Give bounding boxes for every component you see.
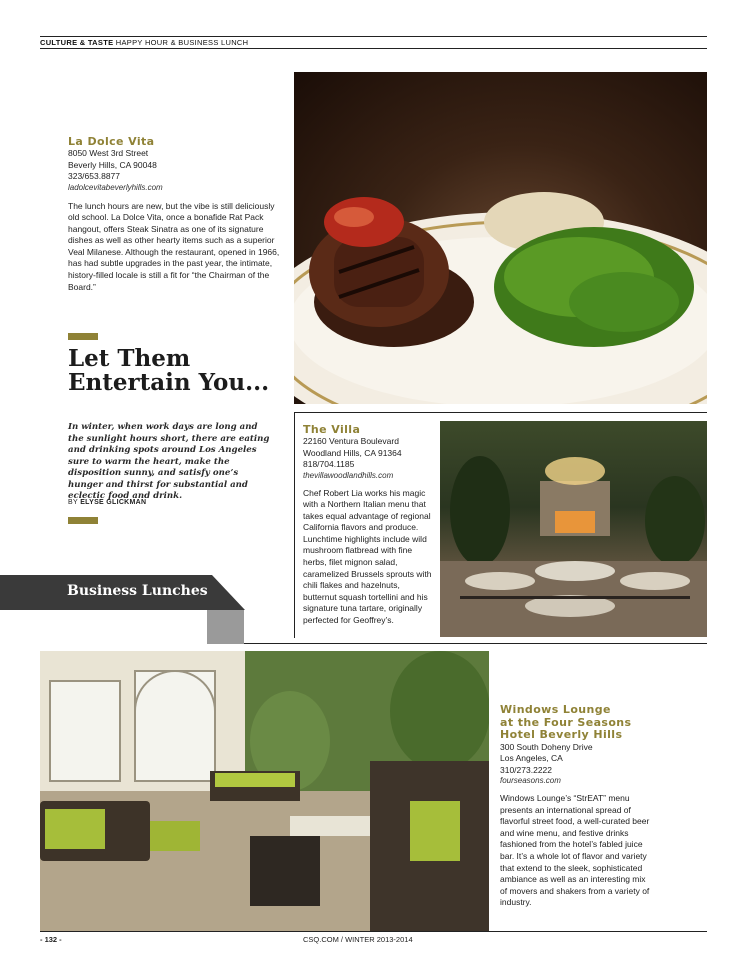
article-intro: In winter, when work days are long and the sunlight hours short, there are eating and drinking spots around Los Angeles sure to warm the heart, make the disposition sunny, and satisfy one’s hunger and thirst for substantial and eclectic food and drink. xyxy=(68,422,270,501)
website-link[interactable]: thevillawoodlandhills.com xyxy=(303,470,394,480)
windows-lounge-illustration xyxy=(40,651,489,932)
venue-name-line: Hotel Beverly Hills xyxy=(500,728,623,741)
villa-listing xyxy=(303,423,433,627)
windows-lounge-listing xyxy=(500,704,650,909)
section-header xyxy=(40,38,248,47)
windows-lounge-photo xyxy=(40,651,489,932)
subsection-label: HAPPY HOUR & BUSINESS LUNCH xyxy=(115,38,249,47)
byline xyxy=(68,499,146,506)
accent-bar xyxy=(68,333,98,340)
header-top-rule xyxy=(40,36,707,37)
phone: 818/704.1185 xyxy=(303,459,355,469)
headline-line: Let Them xyxy=(68,345,191,372)
phone: 323/653.8877 xyxy=(68,171,120,181)
accent-bar xyxy=(68,517,98,524)
address-line: Woodland Hills, CA 91364 xyxy=(303,447,402,458)
section-label: CULTURE & TASTE xyxy=(40,38,114,47)
header-bottom-rule xyxy=(40,48,707,49)
article-headline xyxy=(68,347,298,395)
address-line: Beverly Hills, CA 90048 xyxy=(68,159,157,170)
villa-left-rule xyxy=(294,413,295,638)
section-banner-title: Business Lunches xyxy=(67,583,208,599)
byline-author: ELYSE GLICKMAN xyxy=(80,499,147,506)
address-line: 300 South Doheny Drive xyxy=(500,741,593,752)
address-line: Los Angeles, CA xyxy=(500,753,563,763)
villa-courtyard-photo xyxy=(440,421,707,637)
phone: 310/273.2222 xyxy=(500,764,552,775)
villa-top-rule xyxy=(294,412,707,413)
venue-name: La Dolce Vita xyxy=(68,135,155,148)
venue-name xyxy=(500,704,650,742)
address-line: 22160 Ventura Boulevard xyxy=(303,436,399,446)
villa-courtyard-illustration xyxy=(440,421,707,637)
footer-rule xyxy=(40,931,707,932)
publication-line: CSQ.COM / WINTER 2013-2014 xyxy=(303,935,413,944)
banner-grey-block xyxy=(207,610,244,644)
mid-rule xyxy=(244,643,707,644)
website-link[interactable]: ladolcevitabeverlyhills.com xyxy=(68,182,163,192)
headline-line: Entertain You... xyxy=(68,369,270,396)
venue-name: The Villa xyxy=(303,423,361,436)
steak-dish-photo xyxy=(294,72,707,404)
byline-prefix: BY xyxy=(68,499,78,506)
website-link[interactable]: fourseasons.com xyxy=(500,776,561,785)
page-number: - 132 - xyxy=(40,935,62,944)
venue-name-line: at the Four Seasons xyxy=(500,715,632,729)
windows-lounge-body: Windows Lounge’s “StrEAT” menu presents an international spread of flavorful street food, a well-curated beer and wine menu, and festive drinks fashioned from the hotel’s fabled juice bar. It’s a whole lot of flavor and variety that extend to the sleek, sophisticated ambiance as well as an interesting mix of movers and shakers from a variety of industry. xyxy=(500,793,650,908)
steak-dish-illustration xyxy=(294,72,707,404)
address-line: 8050 West 3rd Street xyxy=(68,148,149,158)
dolce-vita-body: The lunch hours are new, but the vibe is still deliciously old school. La Dolce Vita, once a bonafide Rat Pack hangout, offers Steak Sinatra as one of its signature dishes as well as other hearty items such as a superior Veal Milanese. Although the restaurant, opened in 1966, has had subtle upgrades in the past year, the intimate, history-filled locale is still a fit for “the Chairman of the Board.” xyxy=(68,200,280,292)
venue-name-line: Windows Lounge xyxy=(500,703,611,716)
villa-body: Chef Robert Lia works his magic with a Northern Italian menu that takes equal advantage of regional California flavors and produce. Lunchtime highlights include wild mushroom flatbread with fine herbs, filet mignon salad, caramelized Brussels sprouts with chili flakes and hazelnuts, butternut squash tortellini and his signature tuna tartare, originally perfected for Geoffrey’s. xyxy=(303,487,432,626)
dolce-vita-listing xyxy=(68,135,283,293)
